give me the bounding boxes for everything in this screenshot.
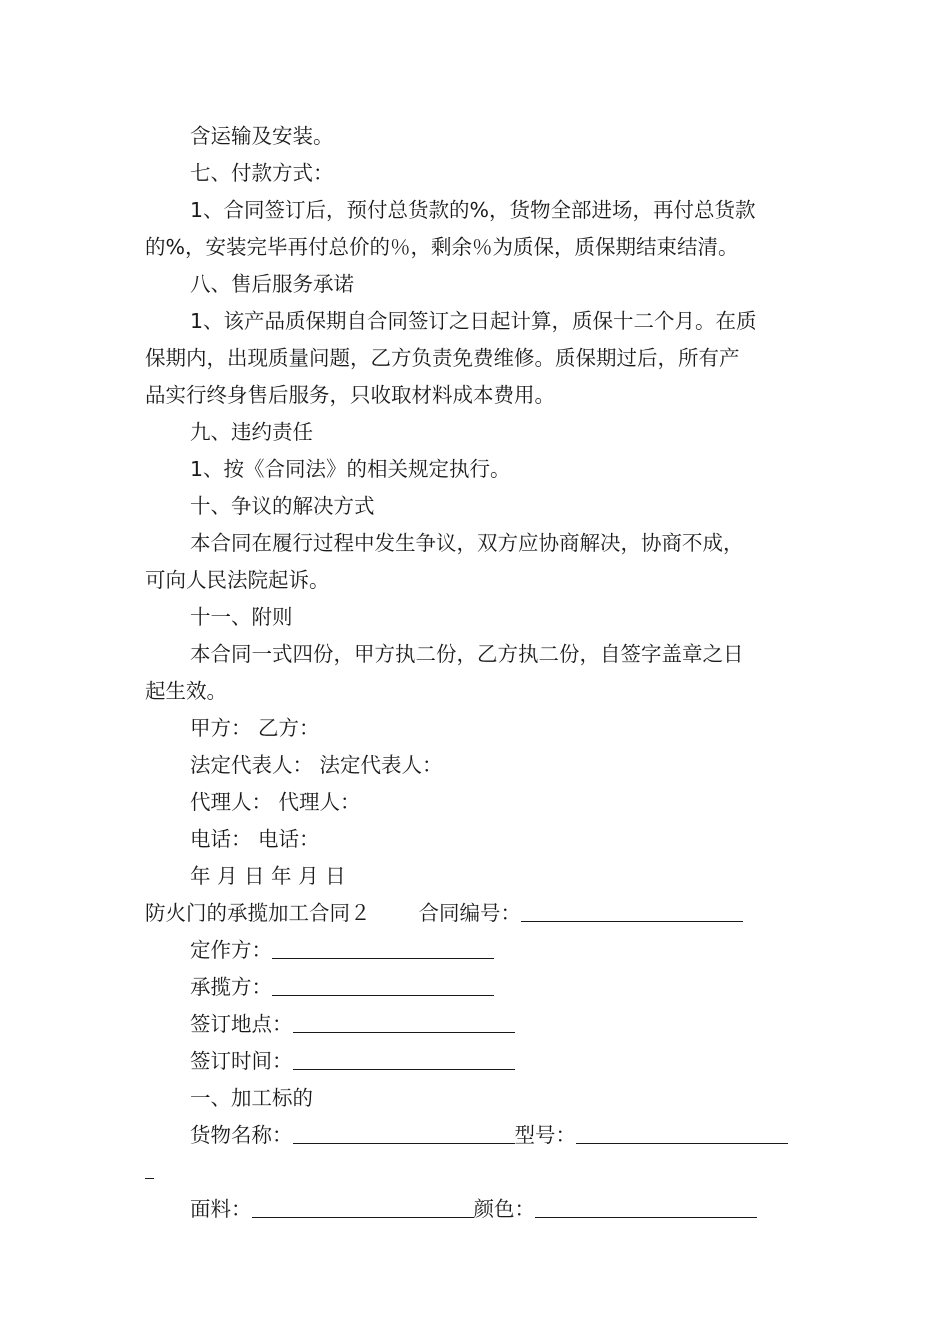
signing-place-blank [293, 1010, 515, 1033]
text-line: 1、合同签订后，预付总货款的%，货物全部进场，再付总货款 [190, 198, 756, 222]
text-line: 起生效。 [145, 679, 227, 703]
document-body [145, 118, 810, 1228]
model-blank [576, 1121, 788, 1144]
contractor-blank [272, 973, 494, 996]
color-blank [535, 1195, 757, 1218]
section-heading-after-sales: 八、售后服务承诺 [190, 272, 354, 296]
text-line: 1、该产品质保期自合同签订之日起计算，质保十二个月。在质 [190, 309, 757, 333]
orderer-blank [272, 936, 494, 959]
contract-title-line [145, 895, 810, 932]
goods-line [145, 1117, 810, 1154]
signing-time-line [145, 1043, 810, 1080]
contract-number-blank [521, 899, 743, 922]
text-line: 1、按《合同法》的相关规定执行。 [190, 457, 511, 481]
signing-time-blank [293, 1047, 515, 1070]
contractor-label: 承揽方： [190, 975, 272, 999]
orderer-label: 定作方： [190, 938, 272, 962]
fabric-line [145, 1191, 810, 1228]
phone-labels: 电话： 电话： [190, 827, 320, 851]
model-blank-overflow [145, 1158, 154, 1179]
text-line: 的%，安装完毕再付总价的％，剩余％为质保，质保期结束结清。 [145, 235, 739, 259]
section-heading-processing: 一、加工标的 [190, 1086, 313, 1110]
section-heading-dispute: 十、争议的解决方式 [190, 494, 375, 518]
contractor-line [145, 969, 810, 1006]
contract-title: 防火门的承揽加工合同２ [145, 901, 371, 925]
fabric-label: 面料： [190, 1197, 252, 1221]
signing-place-line [145, 1006, 810, 1043]
text-line: 本合同一式四份，甲方执二份，乙方执二份，自签字盖章之日 [190, 642, 744, 666]
text-line: 本合同在履行过程中发生争议，双方应协商解决，协商不成， [190, 531, 744, 555]
legal-representative-labels: 法定代表人： 法定代表人： [190, 753, 443, 777]
signing-place-label: 签订地点： [190, 1012, 293, 1036]
party-labels: 甲方： 乙方： [190, 716, 320, 740]
goods-line-continuation [145, 1154, 810, 1191]
text-line: 含运输及安装。 [190, 124, 334, 148]
section-heading-supplementary: 十一、附则 [190, 605, 293, 629]
orderer-line [145, 932, 810, 969]
signing-time-label: 签订时间： [190, 1049, 293, 1073]
section-heading-breach: 九、违约责任 [190, 420, 313, 444]
model-label: 型号： [514, 1123, 576, 1147]
text-line: 品实行终身售后服务，只收取材料成本费用。 [145, 383, 555, 407]
text-line: 保期内，出现质量问题，乙方负责免费维修。质保期过后，所有产 [145, 346, 740, 370]
contract-number-label: 合同编号： [418, 901, 521, 925]
fabric-blank [252, 1195, 474, 1218]
goods-name-blank [293, 1121, 515, 1144]
text-line: 可向人民法院起诉。 [145, 568, 330, 592]
date-labels: 年 月 日 年 月 日 [190, 864, 346, 888]
goods-name-label: 货物名称： [190, 1123, 293, 1147]
color-label: 颜色： [473, 1197, 535, 1221]
agent-labels: 代理人： 代理人： [190, 790, 361, 814]
section-heading-payment: 七、付款方式： [190, 161, 334, 185]
